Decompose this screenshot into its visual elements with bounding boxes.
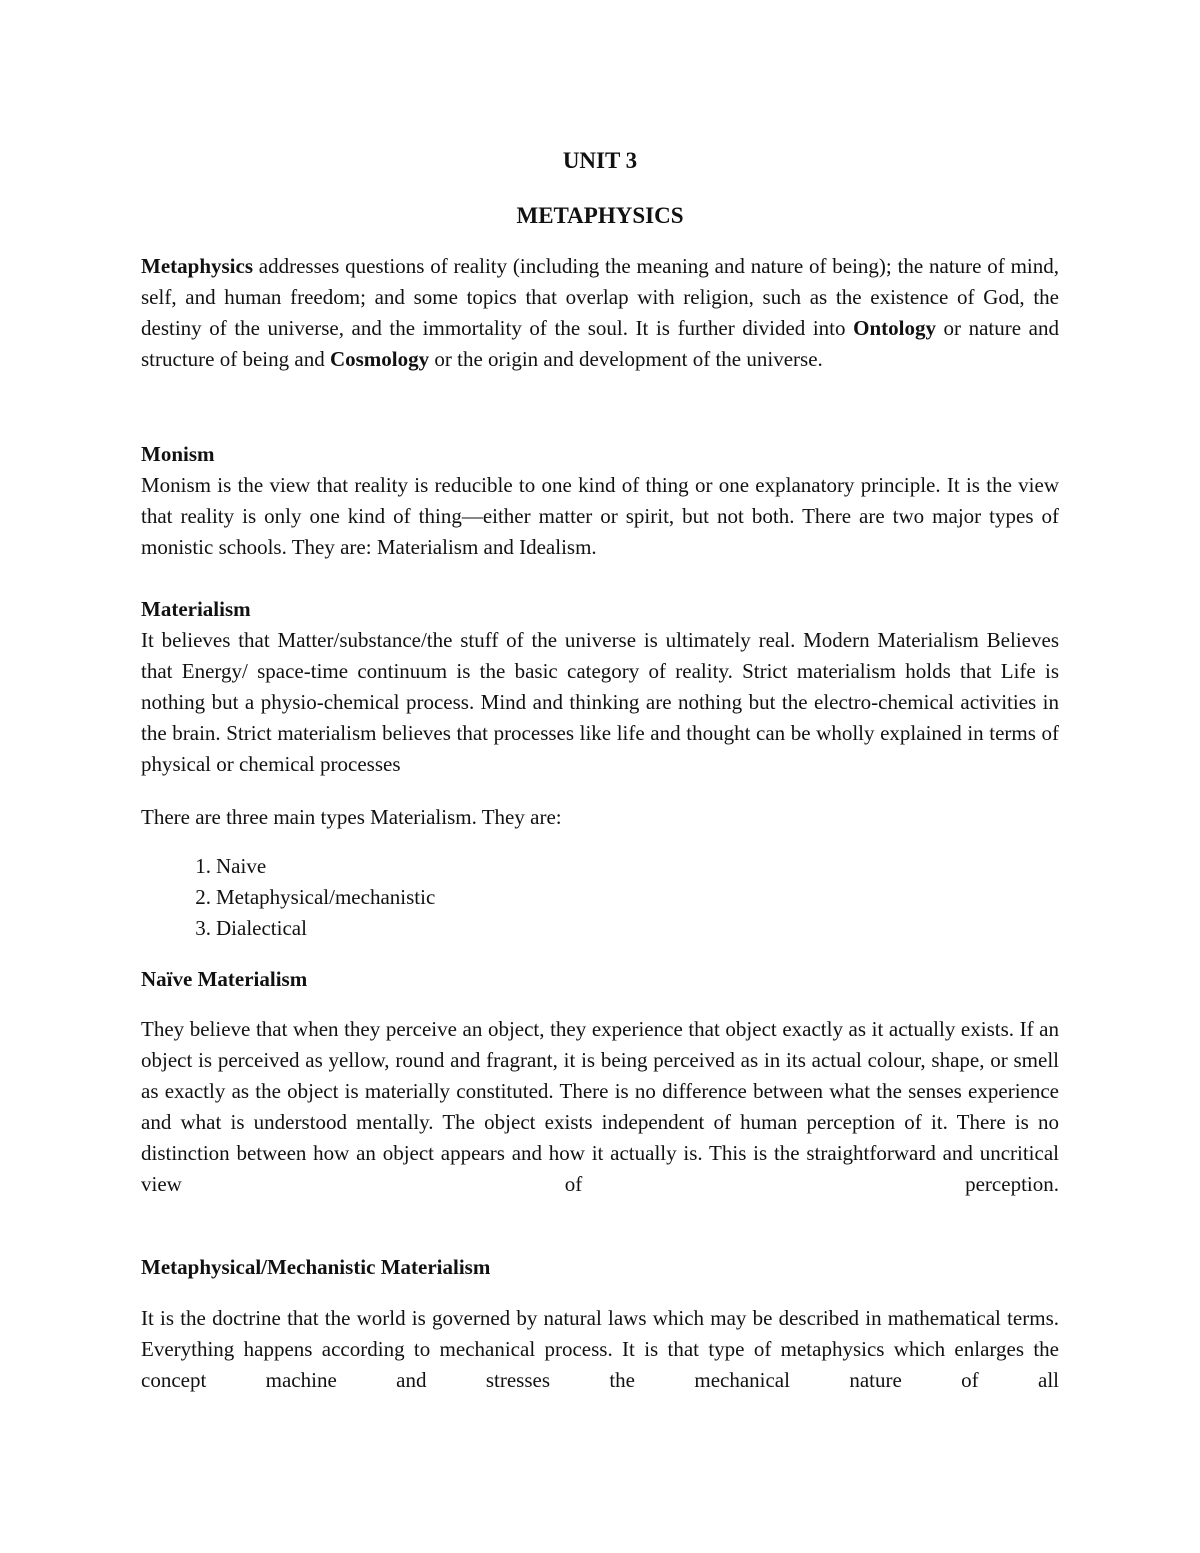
- list-item-label: Dialectical: [216, 916, 307, 940]
- naive-materialism-heading: Naïve Materialism: [141, 967, 308, 991]
- list-item-number: 2.: [195, 885, 211, 909]
- intro-text-3: or the origin and development of the universe.: [429, 347, 823, 371]
- naive-heading-block: [141, 964, 1059, 995]
- materialism-heading: Materialism: [141, 597, 251, 621]
- monism-paragraph: Monism is the view that reality is reducible to one kind of thing or one explanatory principle. It is the view that reality is only one kind of thing—either matter or spirit, but not both. There are two major types of monistic schools. They are: Materialism and Idealism.: [141, 473, 1059, 559]
- materialism-types-list: [141, 851, 1059, 944]
- list-item-number: 3.: [195, 916, 211, 940]
- materialism-types-intro: [141, 802, 1059, 833]
- intro-text-2: or nature and structure of being and: [141, 316, 1059, 371]
- mechanistic-materialism-heading: Metaphysical/Mechanistic Materialism: [141, 1255, 491, 1279]
- list-item: [141, 882, 1059, 913]
- materialism-types-list-block: [141, 851, 1059, 944]
- list-item: [141, 913, 1059, 944]
- monism-section: [141, 439, 1059, 563]
- list-item-number: 1.: [195, 854, 211, 878]
- unit-heading: UNIT 3: [562, 148, 638, 173]
- mechanistic-paragraph: It is the doctrine that the world is governed by natural laws which may be described in mathematical terms. Everything happens according to mechanical process. It is that type of metaphysics which enlarges the concept machine and stresses the mechanical nature of all: [141, 1306, 1059, 1392]
- types-intro-text: There are three main types Materialism. They are:: [141, 805, 562, 829]
- term-metaphysics: Metaphysics: [141, 254, 253, 278]
- materialism-paragraph: It believes that Matter/substance/the stuff of the universe is ultimately real. Modern Materialism Believes that Energy/ space-time continuum is the basic category of reality. Strict materialism holds that Life is nothing but a physio-chemical process. Mind and thinking are nothing but the electro-chemical activities in the brain. Strict materialism believes that processes like life and thought can be wholly explained in terms of physical or chemical processes: [141, 628, 1059, 776]
- term-cosmology: Cosmology: [329, 347, 430, 371]
- page-title: METAPHYSICS: [516, 203, 684, 228]
- list-item: [141, 851, 1059, 882]
- term-ontology: Ontology: [853, 316, 936, 340]
- mechanistic-heading-block: [141, 1252, 1059, 1283]
- mechanistic-section: [141, 1303, 1059, 1396]
- intro-section: [141, 251, 1059, 375]
- naive-section: [141, 1014, 1059, 1200]
- list-item-label: Naive: [216, 854, 267, 878]
- materialism-section: [141, 594, 1059, 780]
- intro-paragraph: [141, 251, 1059, 375]
- monism-heading: Monism: [141, 442, 215, 466]
- naive-paragraph: They believe that when they perceive an object, they experience that object exactly as it actually exists. If an object is perceived as yellow, round and fragrant, it is being perceived as in its actual colour, shape, or smell as exactly as the object is materially constituted. There is no difference between what the senses experience and what is understood mentally. The object exists independent of human perception of it. There is no distinction between how an object appears and how it actually is. This is the straightforward and uncritical view of perception.: [141, 1017, 1059, 1196]
- intro-text-1: addresses questions of reality (including the meaning and nature of being); the nature of mind, self, and human freedom; and some topics that overlap with religion, such as the existence of God, the destiny of the universe, and the immortality of the soul. It is further divided into: [141, 254, 1059, 340]
- list-item-label: Metaphysical/mechanistic: [216, 885, 436, 909]
